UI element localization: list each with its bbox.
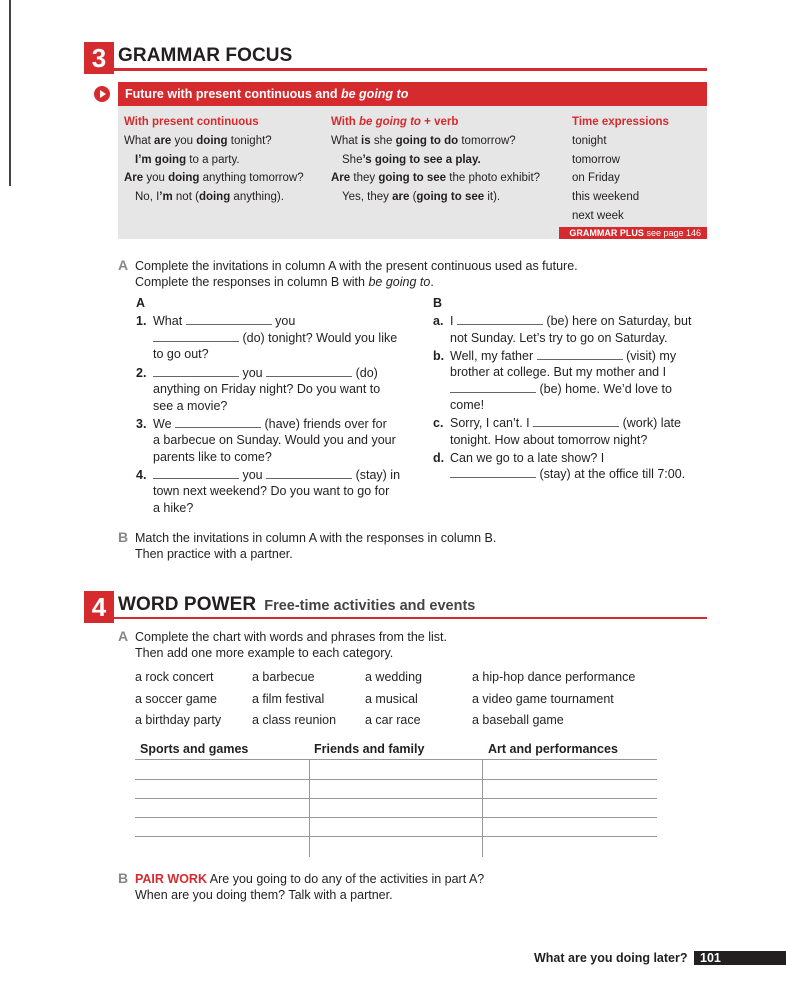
- word-power-part-a-instructions: Complete the chart with words and phrases from the list. Then add one more example to each category.: [135, 630, 447, 660]
- exercise-item: 3. We (have) friends over for a barbecue on Sunday. Would you and your parents like to come?: [136, 416, 396, 464]
- time-expression: tomorrow: [572, 153, 620, 166]
- exercise-item: d. Can we go to a late show? I (stay) at the office till 7:00.: [433, 450, 686, 481]
- word-list-item: a car race: [365, 713, 421, 727]
- section-title-grammar-focus: GRAMMAR FOCUS: [118, 45, 293, 66]
- answer-blank[interactable]: [266, 367, 352, 377]
- answer-blank[interactable]: [537, 350, 623, 360]
- part-a-instructions: Complete the invitations in column A with the present continuous used as future. Complete the responses in column B with be going to.: [135, 259, 578, 289]
- answer-blank[interactable]: [153, 469, 239, 479]
- word-list-item: a hip-hop dance performance: [472, 670, 636, 684]
- grammar-box-title: Future with present continuous and be going to: [118, 82, 707, 106]
- answer-blank[interactable]: [266, 469, 352, 479]
- word-list-item: a musical: [365, 691, 418, 706]
- table-rule: [135, 817, 657, 818]
- grammar-example: Are they going to see the photo exhibit?: [331, 172, 541, 185]
- table-header-sports: Sports and games: [140, 742, 249, 756]
- grammar-example: No, I’m not (doing anything).: [135, 191, 284, 204]
- part-b-instructions: Match the invitations in column A with the responses in column B. Then practice with a partner.: [135, 531, 497, 561]
- answer-blank[interactable]: [153, 367, 239, 377]
- exercise-item: 1. What you (do) tonight? Would you like to go out?: [136, 314, 398, 361]
- exercise-item: a. I (be) here on Saturday, but not Sunday. Let’s try to go on Saturday.: [433, 314, 692, 345]
- margin-rule: [9, 0, 11, 186]
- table-rule: [135, 779, 657, 780]
- answer-blank[interactable]: [186, 315, 272, 325]
- grammar-example: I’m going to a party.: [135, 153, 240, 166]
- time-expression: this weekend: [572, 191, 640, 204]
- unit-title-footer: What are you doing later?: [534, 951, 688, 965]
- answer-blank[interactable]: [457, 315, 543, 325]
- time-expression: tonight: [572, 134, 607, 147]
- column-a-header: A: [136, 296, 146, 310]
- grammar-example: Are you doing anything tomorrow?: [124, 172, 304, 185]
- grammar-example: She’s going to see a play.: [342, 153, 481, 166]
- word-power-part-b-instructions: PAIR WORK Are you going to do any of the activities in part A? When are you doing them? Talk with a partner.: [135, 872, 485, 902]
- table-header-friends: Friends and family: [314, 742, 425, 756]
- grammar-col-present-continuous: [124, 113, 304, 207]
- word-list-item: a film festival: [252, 691, 325, 706]
- grammar-example: Yes, they are (going to see it).: [342, 191, 501, 204]
- part-b-letter: B: [118, 529, 129, 545]
- word-power-part-b-letter: B: [118, 870, 129, 886]
- word-list-item: a class reunion: [252, 713, 337, 727]
- grammar-box: [118, 106, 707, 239]
- exercise-item: c. Sorry, I can’t. I (work) late tonight. How about tomorrow night?: [433, 416, 681, 447]
- column-b-header: B: [433, 296, 443, 310]
- answer-blank[interactable]: [153, 332, 239, 342]
- exercise-item: b. Well, my father (visit) my brother at college. But my mother and I (be) home. We’d love to come!: [433, 348, 677, 412]
- grammar-col-header: With be going to + verb: [331, 116, 459, 128]
- word-list-item: a birthday party: [135, 713, 222, 727]
- grammar-col-going-to: [331, 113, 540, 207]
- section-number-3: 3: [84, 42, 114, 74]
- play-audio-icon[interactable]: [94, 86, 110, 102]
- table-rule: [135, 798, 657, 799]
- table-header-art: Art and performances: [488, 742, 618, 756]
- section-rule: [114, 68, 707, 71]
- part-a-letter: A: [118, 257, 129, 273]
- exercise-item: 2. you (do) anything on Friday night? Do you want to see a movie?: [136, 365, 381, 413]
- section-number-4: 4: [84, 591, 114, 623]
- section-title-word-power: WORD POWER Free-time activities and events: [118, 594, 476, 615]
- grammar-example: What is she going to do tomorrow?: [331, 134, 516, 147]
- grammar-plus-link[interactable]: GRAMMAR PLUS see page 146: [559, 227, 707, 239]
- page-number: 101: [694, 951, 786, 965]
- word-list-item: a soccer game: [135, 691, 217, 706]
- grammar-col-time-expressions: [572, 113, 669, 226]
- answer-blank[interactable]: [175, 418, 261, 428]
- answer-blank[interactable]: [450, 468, 536, 478]
- pair-work-label: PAIR WORK: [135, 872, 207, 886]
- time-expression: next week: [572, 209, 624, 222]
- word-list-item: a baseball game: [472, 713, 564, 727]
- answer-blank[interactable]: [533, 417, 619, 427]
- table-rule: [135, 759, 657, 760]
- grammar-col-header: With present continuous: [124, 116, 259, 128]
- answer-blank[interactable]: [450, 383, 536, 393]
- word-list-item: a video game tournament: [472, 691, 614, 706]
- table-divider: [482, 759, 483, 857]
- table-divider: [309, 759, 310, 857]
- word-list-item: a barbecue: [252, 670, 315, 684]
- word-list-item: a wedding: [365, 670, 422, 684]
- table-rule: [135, 836, 657, 837]
- section-rule: [114, 617, 707, 619]
- grammar-col-header: Time expressions: [572, 116, 669, 128]
- word-power-part-a-letter: A: [118, 628, 129, 644]
- time-expression: on Friday: [572, 172, 620, 185]
- grammar-example: What are you doing tonight?: [124, 134, 272, 147]
- word-list-item: a rock concert: [135, 670, 214, 684]
- exercise-item: 4. you (stay) in town next weekend? Do you want to go for a hike?: [136, 467, 401, 515]
